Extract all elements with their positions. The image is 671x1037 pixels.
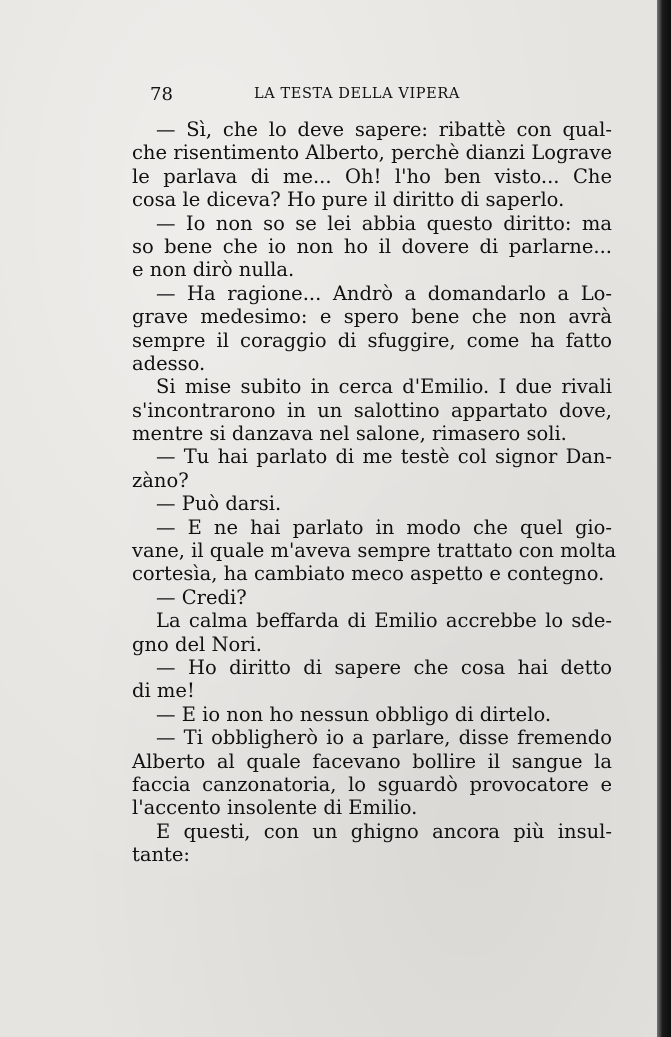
text-line: cosa le diceva? Ho pure il diritto di saperlo. xyxy=(132,188,565,212)
text-line: grave medesimo: e spero bene che non avrà xyxy=(132,305,612,329)
text-line: che risentimento Alberto, perchè dianzi Lograve xyxy=(132,141,612,165)
text-line: zàno? xyxy=(132,468,189,492)
text-line: tante: xyxy=(132,843,190,867)
body-text xyxy=(132,118,617,867)
text-line: — Ho diritto di sapere che cosa hai detto xyxy=(156,655,612,679)
text-line: Alberto al quale facevano bollire il sangue la xyxy=(132,749,612,773)
text-line: — Sì, che lo deve sapere: ribattè con qual- xyxy=(156,118,612,141)
text-line: sempre il coraggio di sfuggire, come ha fatto xyxy=(132,328,612,352)
text-line: di me! xyxy=(132,679,195,703)
text-line: — Tu hai parlato di me testè col signor Dan- xyxy=(156,445,612,469)
text-line: — E ne hai parlato in modo che quel gio- xyxy=(156,515,612,539)
text-line: — Io non so se lei abbia questo diritto: ma xyxy=(156,211,612,235)
text-line: l'accento insolente di Emilio. xyxy=(132,796,418,820)
text-line: La calma beffarda di Emilio accrebbe lo sde- xyxy=(156,609,612,633)
text-line: — Ha ragione... Andrò a domandarlo a Lo- xyxy=(156,281,612,305)
text-line: vane, il quale m'aveva sempre trattato con molta xyxy=(132,539,617,563)
text-line: e non dirò nulla. xyxy=(132,258,295,282)
text-line: gno del Nori. xyxy=(132,632,262,656)
text-line: so bene che io non ho il dovere di parlarne... xyxy=(132,234,612,258)
text-line: mentre si danzava nel salone, rimasero soli. xyxy=(132,422,567,446)
running-title: LA TESTA DELLA VIPERA xyxy=(254,86,460,102)
text-line: E questi, con un ghigno ancora più insul- xyxy=(156,819,612,843)
page-number: 78 xyxy=(150,84,173,105)
text-line: — Può darsi. xyxy=(156,492,282,516)
text-line: Si mise subito in cerca d'Emilio. I due rivali xyxy=(156,375,612,399)
text-line: s'incontrarono in un salottino appartato dove, xyxy=(132,398,612,422)
text-line: cortesìa, ha cambiato meco aspetto e contegno. xyxy=(132,562,605,586)
text-line: — Credi? xyxy=(156,585,247,609)
page-header xyxy=(150,84,610,110)
text-line: le parlava di me... Oh! l'ho ben visto... Che xyxy=(132,164,612,188)
text-line: faccia canzonatoria, lo sguardò provocatore e xyxy=(132,772,612,796)
text-line: — E io non ho nessun obbligo di dirtelo. xyxy=(156,702,552,726)
page-edge-shadow xyxy=(657,0,671,1037)
text-line: adesso. xyxy=(132,351,206,375)
text-line: — Ti obbligherò io a parlare, disse fremendo xyxy=(156,726,612,750)
